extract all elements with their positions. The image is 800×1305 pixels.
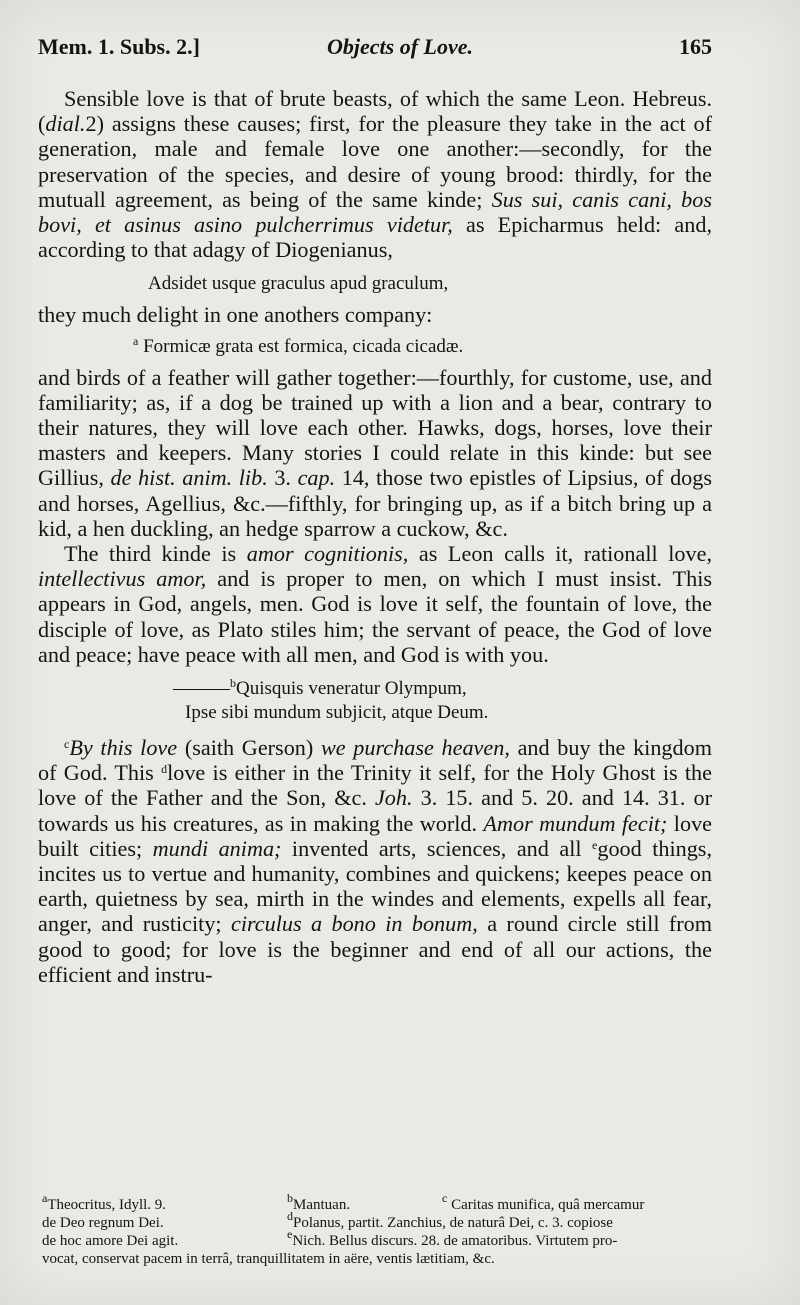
- text-run: 3.: [267, 465, 298, 491]
- section-reference: Mem. 1. Subs. 2.]: [38, 34, 200, 59]
- line-company: they much delight in one anothers company:: [38, 302, 433, 328]
- footnote-text: Nich. Bellus discurs. 28. de amatoribus. Virtutem pro-: [292, 1233, 618, 1249]
- text-run: (saith Gerson): [177, 735, 321, 761]
- footnote-b: [287, 1191, 442, 1214]
- text-run: invented arts, sciences, and all: [281, 835, 593, 861]
- footnote-marker: e: [287, 1227, 293, 1241]
- main-text: [38, 86, 712, 987]
- footnote-marker: a: [42, 1191, 48, 1205]
- running-header: [38, 34, 712, 66]
- verse-dash: ———: [173, 678, 230, 700]
- verse-quote-olympum: [38, 667, 712, 735]
- footnote-text: Polanus, partit. Zanchius, de naturâ Dei, c. 3. copiose: [293, 1215, 613, 1231]
- paragraph-third-kinde: [38, 541, 712, 667]
- text-run: 2) assigns these causes; first, for the pleasure they take in the act of generation, male and female love one another:—secondly, for the preservation of the species, and desire of young brood: thirdly, for the mutuall agreement, as being of the same kinde;: [38, 111, 712, 212]
- italic-run: Joh.: [374, 785, 413, 811]
- verse-line: Ipse sibi mundum subjicit, atque Deum.: [185, 702, 489, 724]
- verse-line: Quisquis veneratur Olympum,: [236, 678, 467, 700]
- verse-quote-graculus: Adsidet usque graculus apud graculum,: [148, 273, 449, 295]
- footnote-row: [42, 1191, 710, 1214]
- italic-run: cap.: [297, 465, 336, 491]
- paragraph-by-this-love: [38, 735, 712, 987]
- footnote-row: [42, 1209, 710, 1232]
- text-run: and is proper to men, on which I must insist. This appears in God, angels, men. God is love it self, the fountain of love, the disciple of love, as Plato stiles him; the servant of peace, the God of love and peace; have peace with all men, and God is with you.: [38, 566, 712, 667]
- text-run: and birds of a feather will gather together:—fourthly, for custome, use, and familiarity; as, if a dog be trained up with a lion and a bear, contrary to their natures, they will love each other. Hawks, dogs, horses, love their masters and keepers. Many stories I could relate in this kinde: but see Gillius,: [38, 364, 712, 491]
- footnote-d: [287, 1209, 710, 1232]
- verse-quote-formicae: [38, 328, 712, 365]
- italic-run: intellectivus amor,: [38, 566, 207, 592]
- page-number: 165: [679, 34, 712, 59]
- footnote-marker: d: [161, 762, 168, 777]
- text-run: Sensible love is that of brute beasts, of which the same Leon. Hebreus. (: [38, 86, 712, 137]
- footnote-marker: c: [442, 1191, 448, 1205]
- paragraph-sensible-love: [38, 86, 712, 262]
- italic-run: By this love: [69, 735, 178, 761]
- footnote-e: [287, 1227, 710, 1250]
- footnote-marker: a: [133, 333, 139, 348]
- footnote-marker: d: [287, 1209, 293, 1223]
- footnote-c-continued: de Deo regnum Dei.: [42, 1215, 164, 1231]
- italic-run: amor cognitionis,: [246, 541, 409, 567]
- text-run: 3. 15. and 5. 20. and 14. 31. or towards us his creatures, as in making the world.: [38, 785, 712, 836]
- footnote-text: Mantuan.: [293, 1197, 351, 1213]
- footnotes: [42, 1191, 710, 1268]
- text-run: as Epicharmus held: and, according to that adagy of Diogenianus,: [38, 212, 712, 263]
- footnote-text: Caritas munifica, quâ mercamur: [451, 1197, 645, 1213]
- running-title: Objects of Love.: [327, 34, 473, 59]
- footnote-e-continued: vocat, conservat pacem in terrâ, tranquillitatem in aëre, ventis lætitiam, &c.: [42, 1251, 495, 1267]
- verse-text: Formicæ grata est formica, cicada cicadæ.: [143, 335, 464, 357]
- footnote-c: [442, 1191, 710, 1214]
- italic-run: circulus a bono in bonum,: [230, 911, 478, 937]
- italic-run: Amor mundum fecit;: [483, 810, 668, 836]
- footnote-row: [42, 1227, 710, 1250]
- footnote-text: Theocritus, Idyll. 9.: [47, 1197, 167, 1213]
- text-run: 14, those two epistles of Lipsius, of dogs and horses, Agellius, &c.—fifthly, for bringing up, as if a bitch bring up a kid, a hen duckling, an hedge sparrow a cuckow, &c.: [38, 465, 713, 541]
- italic-run: mundi anima;: [152, 835, 282, 861]
- text-run: The third kinde is: [64, 541, 247, 567]
- paragraph-birds-of-feather: [38, 365, 712, 541]
- footnote-d-continued: de hoc amore Dei agit.: [42, 1233, 179, 1249]
- italic-run: de hist. anim. lib.: [110, 465, 268, 491]
- footnote-marker: b: [230, 676, 236, 691]
- text-run: and buy the kingdom of God. This: [38, 735, 712, 786]
- footnote-marker: b: [287, 1191, 293, 1205]
- italic-run: we purchase heaven,: [320, 735, 510, 761]
- text-run: love built cities;: [38, 810, 713, 861]
- text-run: love is either in the Trinity it self, for the Holy Ghost is the love of the Father and the Son, &c.: [38, 760, 712, 811]
- footnote-a: [42, 1191, 287, 1214]
- footnote-marker: c: [64, 737, 70, 752]
- italic-run: dial.: [45, 111, 86, 137]
- text-run: a round circle still from good to good; for love is the beginner and end of all our actions, the efficient and instru-: [38, 911, 712, 987]
- footnote-marker: e: [592, 837, 598, 852]
- text-run: good things, incites us to vertue and humanity, combines and quickens; keepes peace on earth, quietness by sea, mirth in the windes and elements, expells all fear, anger, and rusticity;: [38, 835, 712, 937]
- text-run: as Leon calls it, rationall love,: [408, 541, 712, 567]
- italic-run: Sus sui, canis cani, bos bovi, et asinus asino pulcherrimus videtur,: [38, 186, 712, 238]
